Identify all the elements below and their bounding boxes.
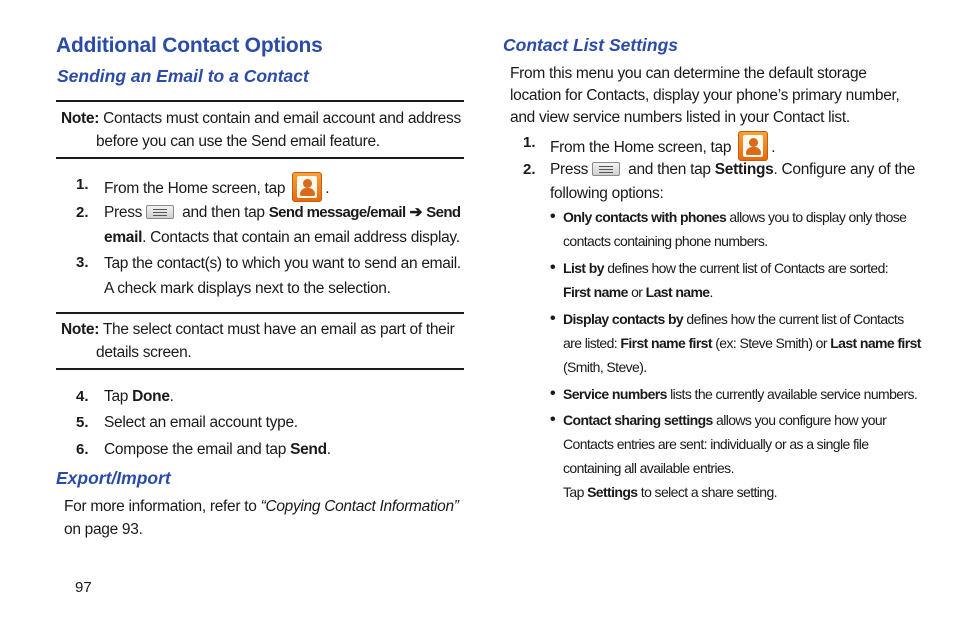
page-number: 97 (75, 579, 92, 596)
option-only-contacts-with-phones: Only contacts with phones allows you to display only those contacts containing phone numbers. (563, 209, 907, 249)
page-title: Additional Contact Options (56, 34, 323, 57)
step-number: 6. (76, 441, 89, 458)
note-select-contact: Note: The select contact must have an email as part of their details screen. (61, 321, 455, 361)
note-rule-bottom (56, 157, 464, 159)
step-number: 3. (76, 254, 89, 271)
bullet: • (550, 310, 556, 327)
step-5-text: Select an email account type. (104, 414, 298, 431)
option-display-contacts-by: Display contacts by defines how the current list of Contacts are listed: First name first (ex: Steve Smith) or Last name first (Smith, Steve). (563, 311, 921, 375)
note-rule-top (56, 100, 464, 102)
step-number: 1. (76, 176, 89, 193)
contacts-app-icon[interactable] (738, 131, 768, 161)
step-2-text: Press and then tap Send message/email ➔ Send email. Contacts that contain an email address display. (104, 204, 461, 246)
note-rule-bottom (56, 368, 464, 370)
step-number: 1. (523, 134, 536, 151)
right-step-2-text: Press and then tap Settings. Configure any of the following options: (550, 161, 916, 202)
cross-reference-link[interactable]: “Copying Contact Information” (260, 498, 459, 515)
step-number: 4. (76, 388, 89, 405)
step-1-text: From the Home screen, tap . (104, 172, 329, 202)
note-send-email: Note: Contacts must contain and email account and address before you can use the Send email feature. (61, 110, 461, 150)
bullet: • (550, 411, 556, 428)
section-heading-export-import: Export/Import (56, 468, 171, 488)
step-6-text: Compose the email and tap Send. (104, 441, 331, 458)
contact-list-intro: From this menu you can determine the default storage location for Contacts, display your phone’s primary number, and view service numbers listed in your Contact list. (510, 65, 900, 126)
export-import-text: For more information, refer to “Copying Contact Information” on page 93. (64, 498, 459, 538)
note-rule-top (56, 312, 464, 314)
bullet: • (550, 385, 556, 402)
section-heading-contact-list-settings: Contact List Settings (503, 35, 679, 55)
option-service-numbers: Service numbers lists the currently available service numbers. (563, 386, 918, 402)
step-4-text: Tap Done. (104, 388, 174, 405)
step-number: 2. (523, 161, 536, 178)
menu-key-icon[interactable] (592, 162, 620, 176)
step-3-text: Tap the contact(s) to which you want to send an email. A check mark displays next to the selection. (104, 255, 461, 297)
menu-key-icon[interactable] (146, 205, 174, 219)
section-heading-send-email: Sending an Email to a Contact (57, 66, 309, 86)
bullet: • (550, 259, 556, 276)
right-step-1-text: From the Home screen, tap . (550, 131, 775, 161)
contacts-app-icon[interactable] (292, 172, 322, 202)
step-number: 5. (76, 414, 89, 431)
bullet: • (550, 208, 556, 225)
step-number: 2. (76, 204, 89, 221)
option-contact-sharing-settings: Contact sharing settings allows you configure how your Contacts entries are sent: individually or as a single file containing all available entries. Tap Settings to select a share setting. (563, 412, 887, 500)
option-list-by: List by defines how the current list of Contacts are sorted: First name or Last name. (563, 260, 889, 300)
